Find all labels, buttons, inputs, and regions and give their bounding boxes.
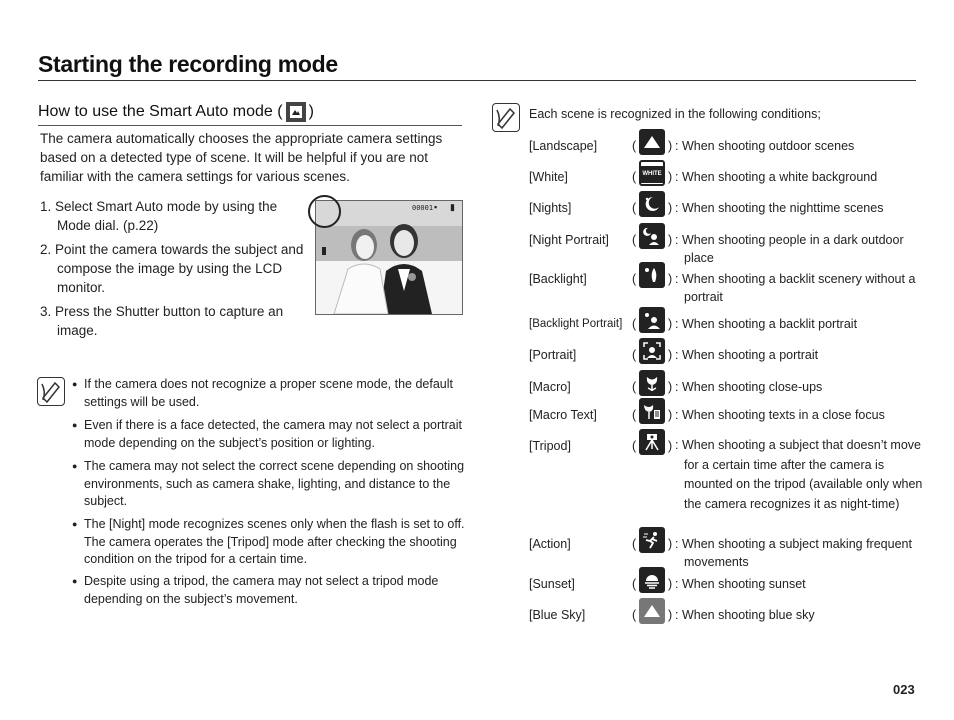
scene-label: [Sunset] xyxy=(529,577,575,591)
backlight-portrait-icon xyxy=(639,307,665,333)
step-1: 1. Select Smart Auto mode by using the Mode dial. (p.22) xyxy=(40,199,278,233)
action-icon xyxy=(639,527,665,553)
scene-desc: : When shooting a backlit portrait xyxy=(675,317,858,331)
note-3: ● The camera may not select the correct scene depending on shooting environments, such as camera shake, lighting, and distance to the subject. xyxy=(72,458,476,511)
macro-text-icon xyxy=(639,398,665,424)
tripod-icon xyxy=(639,429,665,455)
smart-auto-highlight xyxy=(308,195,341,228)
shot-count: 00001 xyxy=(412,204,434,212)
scene-label: [Backlight Portrait] xyxy=(529,318,623,330)
portrait-icon xyxy=(639,338,665,364)
white-icon xyxy=(639,160,665,186)
scene-desc: : When shooting close-ups xyxy=(675,380,823,394)
section-heading-text: How to use the Smart Auto mode ( xyxy=(38,103,283,120)
scene-desc: : When shooting a white background xyxy=(675,170,878,184)
landscape-icon xyxy=(639,129,665,155)
scene-desc: : When shooting the nighttime scenes xyxy=(675,201,884,215)
page-title: Starting the recording mode xyxy=(38,51,338,77)
scene-desc: : When shooting a portrait xyxy=(675,348,819,362)
note-2: ● Even if there is a face detected, the camera may not select a portrait mode depending on the subject’s position or lighting. xyxy=(72,417,476,452)
title-divider xyxy=(38,80,916,81)
scene-label: [Macro] xyxy=(529,380,571,394)
section-divider xyxy=(38,125,462,126)
sunset-icon xyxy=(639,567,665,593)
scene-desc: : When shooting blue sky xyxy=(675,608,815,622)
night-portrait-icon xyxy=(639,223,665,249)
blue-sky-icon xyxy=(639,598,665,624)
macro-icon xyxy=(639,370,665,396)
note-icon xyxy=(37,377,65,406)
scene-label: [Action] xyxy=(529,537,571,551)
scene-note-icon xyxy=(492,103,520,132)
step-3: 3. Press the Shutter button to capture an image. xyxy=(40,304,284,338)
smart-auto-icon xyxy=(286,102,306,122)
scene-label: [Nights] xyxy=(529,201,572,215)
scene-label: [Landscape] xyxy=(529,139,598,153)
scenes-intro: Each scene is recognized in the following conditions; xyxy=(529,107,821,121)
scene-label: [Tripod] xyxy=(529,439,571,453)
scene-desc: : When shooting sunset xyxy=(675,577,806,591)
page-number: 023 xyxy=(893,682,915,697)
intro-paragraph: The camera automatically chooses the appropriate camera settings based on a detected type of scene. It will be helpful if you are not familiar with the camera settings for various scenes. xyxy=(40,131,443,184)
scene-label: [Portrait] xyxy=(529,348,577,362)
scene-label: [Night Portrait] xyxy=(529,233,609,247)
night-icon xyxy=(639,191,665,217)
section-heading-close: ) xyxy=(308,103,314,120)
note-1: ● If the camera does not recognize a proper scene mode, the default settings will be used. xyxy=(72,376,476,411)
lcd-indicator-a: ▪ xyxy=(434,202,438,212)
scene-label: [Backlight] xyxy=(529,272,587,286)
white-icon-text: WHITE xyxy=(641,166,662,184)
lcd-indicator-b: ▮ xyxy=(450,202,455,212)
scene-desc: : When shooting a subject that doesn’t move for a certain time after the camera is mounted on the tripod (available only when the camera recognizes it as night-time) xyxy=(675,438,923,511)
scene-desc: : When shooting outdoor scenes xyxy=(675,139,855,153)
step-2: 2. Point the camera towards the subject and compose the image by using the LCD monitor. xyxy=(40,242,304,295)
scene-desc: : When shooting texts in a close focus xyxy=(675,408,885,422)
section-heading xyxy=(38,102,314,122)
scene-desc: : When shooting a subject making frequent movements xyxy=(675,537,912,569)
note-4: ● The [Night] mode recognizes scenes only when the flash is set to off. The camera operates the [Tripod] mode after checking the shooting condition on the tripod for a certain time. xyxy=(72,516,476,569)
scene-label: [White] xyxy=(529,170,568,184)
scene-desc: : When shooting a backlit scenery without a portrait xyxy=(675,272,916,304)
backlight-icon xyxy=(639,262,665,288)
scene-desc: : When shooting people in a dark outdoor place xyxy=(675,233,904,265)
scene-label: [Macro Text] xyxy=(529,408,597,422)
note-5: ● Despite using a tripod, the camera may not select a tripod mode depending on the subject’s movement. xyxy=(72,573,476,608)
scene-label: [Blue Sky] xyxy=(529,608,586,622)
